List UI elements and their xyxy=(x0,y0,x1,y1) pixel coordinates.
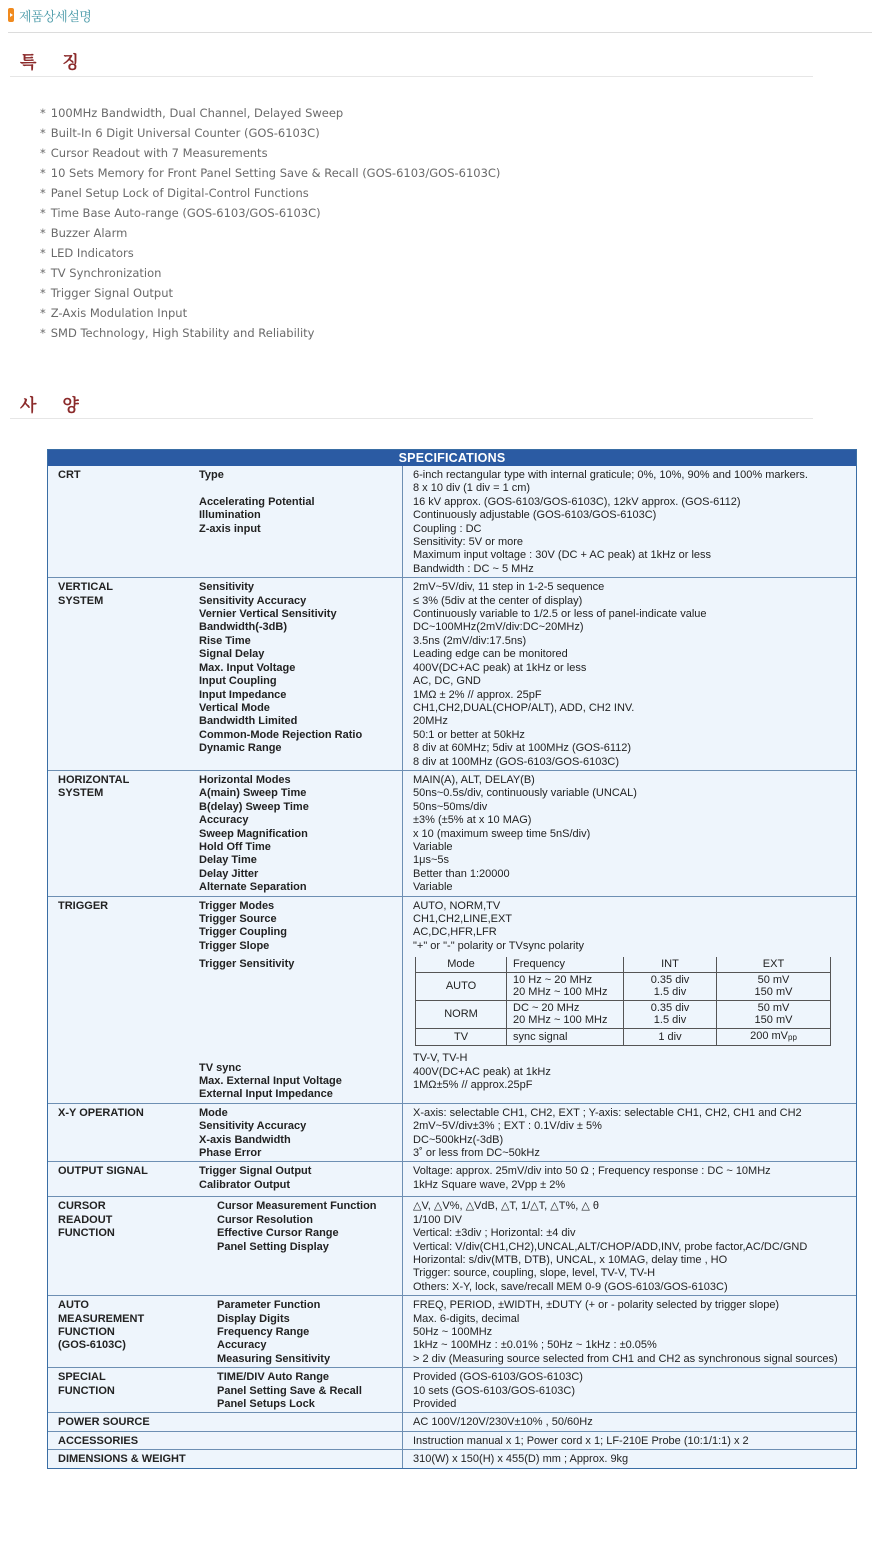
ext-text: 50 mV xyxy=(757,973,790,986)
value-text: Continuously adjustable (GOS-6103/GOS-6103C) xyxy=(413,509,657,522)
param-label: Vertical Mode xyxy=(199,701,270,714)
feature-item xyxy=(40,323,500,343)
param-label: Dynamic Range xyxy=(199,742,282,755)
value-text: DC~500kHz(-3dB) xyxy=(413,1133,504,1146)
value-text: 20MHz xyxy=(413,715,448,728)
param-label: Panel Setting Display xyxy=(217,1240,329,1253)
ext-text: 50 mV xyxy=(757,1001,790,1014)
value-text: Voltage: approx. 25mV/div into 50 Ω ; Frequency response : DC ~ 10MHz xyxy=(413,1165,771,1178)
spec-values xyxy=(403,1103,857,1162)
feature-item xyxy=(40,203,500,223)
spec-values xyxy=(403,1368,857,1413)
specs-divider xyxy=(10,418,813,419)
param-label: Effective Cursor Range xyxy=(217,1227,339,1240)
value-text: 8 div at 100MHz (GOS-6103/GOS-6103C) xyxy=(413,755,620,768)
ext-cell xyxy=(717,972,831,1000)
bullet-icon: * xyxy=(40,206,46,220)
feature-item xyxy=(40,283,500,303)
spec-row-output xyxy=(48,1162,856,1197)
features-divider xyxy=(10,76,813,77)
param-label: Cursor Resolution xyxy=(217,1213,313,1226)
param-label: Trigger Signal Output xyxy=(199,1165,312,1178)
category-label: SYSTEM xyxy=(58,787,104,800)
spec-params xyxy=(199,466,403,578)
value-text: △V, △V%, △VdB, △T, 1/△T, △T%, △ θ xyxy=(413,1200,599,1213)
param-label: Hold Off Time xyxy=(199,840,271,853)
value-text: 8 x 10 div (1 div = 1 cm) xyxy=(413,482,531,495)
category-label: READOUT xyxy=(58,1213,113,1226)
value-text: 50ns~50ms/div xyxy=(413,800,488,813)
value-text: CH1,CH2,DUAL(CHOP/ALT), ADD, CH2 INV. xyxy=(413,701,635,714)
frequency-text: sync signal xyxy=(513,1030,568,1043)
features-list xyxy=(40,103,500,343)
param-label: Input Coupling xyxy=(199,675,277,688)
features-title: 특 징 xyxy=(20,53,89,73)
int-text: 0.35 div xyxy=(650,973,690,986)
spec-row-cursor xyxy=(48,1197,856,1296)
feature-item xyxy=(40,183,500,203)
param-label: TIME/DIV Auto Range xyxy=(217,1371,330,1384)
bullet-icon: * xyxy=(40,326,46,340)
param-label: Max. Input Voltage xyxy=(199,661,296,674)
spec-values xyxy=(403,896,857,1103)
value-text: 6-inch rectangular type with internal graticule; 0%, 10%, 90% and 100% markers. xyxy=(413,469,808,481)
param-label: Trigger Slope xyxy=(199,939,270,952)
ext-cell xyxy=(717,1028,831,1046)
spec-params xyxy=(199,1197,403,1296)
bullet-icon: * xyxy=(40,146,46,160)
spec-values xyxy=(403,466,857,578)
value-text: 50:1 or better at 50kHz xyxy=(413,728,525,741)
column-header: INT xyxy=(624,957,717,972)
category-label: SYSTEM xyxy=(58,594,104,607)
value-text: 16 kV approx. (GOS-6103/GOS-6103C), 12kV approx. (GOS-6112) xyxy=(413,495,741,508)
int-cell xyxy=(624,1000,717,1028)
value-text: Variable xyxy=(413,840,453,853)
value-text: 2mV~5V/div, 11 step in 1-2-5 sequence xyxy=(413,581,605,594)
value-text: Trigger: source, coupling, slope, level, TV-V, TV-H xyxy=(413,1267,656,1280)
feature-text: 100MHz Bandwidth, Dual Channel, Delayed Sweep xyxy=(50,106,344,120)
spec-category xyxy=(48,1368,199,1413)
int-cell xyxy=(624,1028,717,1046)
bullet-icon: * xyxy=(40,186,46,200)
category-label: FUNCTION xyxy=(58,1325,115,1338)
int-text: 1.5 div xyxy=(653,1014,687,1027)
spec-params xyxy=(199,1368,403,1413)
value-text: x 10 (maximum sweep time 5nS/div) xyxy=(413,827,591,840)
value-text: Coupling : DC xyxy=(413,522,482,535)
value-text: 3.5ns (2mV/div:17.5ns) xyxy=(413,634,527,647)
specifications-table xyxy=(47,449,857,1469)
category-label: VERTICAL xyxy=(58,581,113,594)
value-text: 400V(DC+AC peak) at 1kHz xyxy=(413,1065,551,1078)
value-text: Leading edge can be monitored xyxy=(413,648,568,661)
int-text: 0.35 div xyxy=(650,1001,690,1014)
value-text: > 2 div (Measuring source selected from CH1 and CH2 as synchronous signal sources) xyxy=(413,1352,838,1365)
trigger-table-row xyxy=(416,1000,831,1028)
value-text: Maximum input voltage : 30V (DC + AC peak) at 1kHz or less xyxy=(413,549,712,562)
spec-row-power xyxy=(48,1413,856,1431)
column-header: EXT xyxy=(717,957,831,972)
param-spacer xyxy=(199,972,402,1062)
value-text: 3˚ or less from DC~50kHz xyxy=(413,1147,540,1160)
int-text: 1 div xyxy=(658,1030,682,1043)
column-header: Frequency xyxy=(507,957,624,972)
mode-cell: TV xyxy=(416,1028,507,1046)
value-text: 1kHz ~ 100MHz : ±0.01% ; 50Hz ~ 1kHz : ±0.05% xyxy=(413,1339,657,1352)
value-text: Vertical: ±3div ; Horizontal: ±4 div xyxy=(413,1227,576,1240)
spec-category: DIMENSIONS & WEIGHT xyxy=(48,1450,403,1468)
value-text: Max. 6-digits, decimal xyxy=(413,1312,520,1325)
value-text: X-axis: selectable CH1, CH2, EXT ; Y-axis: selectable CH1, CH2, CH1 and CH2 xyxy=(413,1106,802,1119)
param-label xyxy=(199,482,402,495)
value-text: AC, DC, GND xyxy=(413,675,481,688)
ext-subscript: pp xyxy=(788,1032,797,1042)
bullet-icon: * xyxy=(40,246,46,260)
feature-item xyxy=(40,103,500,123)
trigger-sensitivity-table xyxy=(415,957,831,1046)
feature-text: Panel Setup Lock of Digital-Control Functions xyxy=(50,186,309,200)
category-label: AUTO xyxy=(58,1299,89,1312)
param-label: Bandwidth Limited xyxy=(199,715,298,728)
ext-text: 200 $mV_{pp}$ xyxy=(750,1029,797,1042)
spec-params xyxy=(199,1103,403,1162)
bullet-icon: * xyxy=(40,166,46,180)
feature-text: Built-In 6 Digit Universal Counter (GOS-6103C) xyxy=(50,126,320,140)
value-text: Variable xyxy=(413,881,453,894)
frequency-cell xyxy=(507,1028,624,1046)
spec-row-horizontal xyxy=(48,770,856,896)
value-text: 50ns~0.5s/div, continuously variable (UNCAL) xyxy=(413,787,637,800)
feature-text: Buzzer Alarm xyxy=(50,226,128,240)
spec-row-trigger xyxy=(48,896,856,1103)
param-label: External Input Impedance xyxy=(199,1088,333,1101)
param-label: Type xyxy=(199,469,224,481)
frequency-cell xyxy=(507,972,624,1000)
param-label: Trigger Sensitivity xyxy=(199,958,295,971)
param-label: B(delay) Sweep Time xyxy=(199,800,309,813)
value-text: Others: X-Y, lock, save/recall MEM 0-9 (GOS-6103/GOS-6103C) xyxy=(413,1280,728,1293)
spec-category xyxy=(48,770,199,896)
spec-row-xy xyxy=(48,1103,856,1162)
feature-text: TV Synchronization xyxy=(50,266,162,280)
spec-body xyxy=(48,466,856,1468)
frequency-text: DC ~ 20 MHz xyxy=(513,1001,580,1014)
value-text: Sensitivity: 5V or more xyxy=(413,536,524,549)
feature-item xyxy=(40,243,500,263)
param-label: Sensitivity Accuracy xyxy=(199,594,307,607)
param-label: Delay Jitter xyxy=(199,867,259,880)
value-text: ≤ 3% (5div at the center of display) xyxy=(413,594,583,607)
spec-category: POWER SOURCE xyxy=(48,1413,403,1431)
value-text: AUTO, NORM,TV xyxy=(413,899,501,912)
param-label: Trigger Source xyxy=(199,913,277,925)
param-label: Vernier Vertical Sensitivity xyxy=(199,608,337,621)
spec-category xyxy=(48,1296,199,1368)
value-text: 400V(DC+AC peak) at 1kHz or less xyxy=(413,661,587,674)
param-label: Accelerating Potential xyxy=(199,495,315,508)
feature-item xyxy=(40,263,500,283)
category-label: MEASUREMENT xyxy=(58,1312,145,1325)
spec-value: 310(W) x 150(H) x 455(D) mm ; Approx. 9kg xyxy=(403,1450,857,1468)
feature-item xyxy=(40,223,500,243)
param-label: Signal Delay xyxy=(199,648,265,661)
spec-values xyxy=(403,1296,857,1368)
spec-category xyxy=(48,896,199,1103)
frequency-text: 10 Hz ~ 20 MHz xyxy=(513,973,593,986)
spec-params xyxy=(199,578,403,771)
feature-text: Time Base Auto-range (GOS-6103/GOS-6103C) xyxy=(50,206,321,220)
int-cell xyxy=(624,972,717,1000)
value-text: 1/100 DIV xyxy=(413,1213,462,1226)
param-label: Accuracy xyxy=(199,814,249,827)
param-label: Sensitivity xyxy=(199,581,255,594)
param-label: Alternate Separation xyxy=(199,881,307,894)
bullet-icon: * xyxy=(40,266,46,280)
param-label: Measuring Sensitivity xyxy=(217,1352,331,1365)
spec-params xyxy=(199,770,403,896)
category-label: FUNCTION xyxy=(58,1384,115,1397)
value-text: 1MΩ±5% // approx.25pF xyxy=(413,1079,533,1092)
spec-row-accessories xyxy=(48,1431,856,1449)
value-text: 1MΩ ± 2% // approx. 25pF xyxy=(413,688,542,701)
feature-text: 10 Sets Memory for Front Panel Setting Save & Recall (GOS-6103/GOS-6103C) xyxy=(50,166,501,180)
param-label: Trigger Coupling xyxy=(199,926,287,939)
trigger-table-row xyxy=(416,1028,831,1046)
mode-cell: NORM xyxy=(416,1000,507,1028)
specs-title: 사 양 xyxy=(20,396,89,416)
value-text: 1kHz Square wave, 2Vpp ± 2% xyxy=(413,1178,566,1191)
spec-row-vertical xyxy=(48,578,856,771)
feature-item xyxy=(40,143,500,163)
category-label: CRT xyxy=(58,469,81,481)
arrow-marker-icon xyxy=(8,8,14,22)
bullet-icon: * xyxy=(40,306,46,320)
category-label: X-Y OPERATION xyxy=(58,1106,144,1119)
header-divider xyxy=(8,32,872,33)
bullet-icon: * xyxy=(40,126,46,140)
value-text: Better than 1:20000 xyxy=(413,867,510,880)
param-label: Delay Time xyxy=(199,854,257,867)
spec-values xyxy=(403,578,857,771)
mode-cell: AUTO xyxy=(416,972,507,1000)
trigger-table-header xyxy=(416,957,831,972)
spec-row-auto xyxy=(48,1296,856,1368)
value-text: AC,DC,HFR,LFR xyxy=(413,926,497,939)
bullet-icon: * xyxy=(40,226,46,240)
value-text: DC~100MHz(2mV/div:DC~20MHz) xyxy=(413,621,584,634)
feature-text: Trigger Signal Output xyxy=(50,286,173,300)
ext-text: 150 mV xyxy=(754,1014,793,1027)
param-label: X-axis Bandwidth xyxy=(199,1133,291,1146)
spec-values xyxy=(403,1162,857,1197)
int-text: 1.5 div xyxy=(653,986,687,999)
value-text: Continuously variable to 1/2.5 or less of panel-indicate value xyxy=(413,608,707,621)
value-text: 8 div at 60MHz; 5div at 100MHz (GOS-6112) xyxy=(413,742,632,755)
spec-values xyxy=(403,770,857,896)
param-label: Display Digits xyxy=(217,1312,290,1325)
specifications-header: SPECIFICATIONS xyxy=(48,450,856,466)
category-label: (GOS-6103C) xyxy=(58,1339,126,1352)
bullet-icon: * xyxy=(40,286,46,300)
category-label: HORIZONTAL xyxy=(58,773,130,786)
value-text: TV-V, TV-H xyxy=(413,1052,468,1065)
param-label: Z-axis input xyxy=(199,522,261,535)
value-text: Bandwidth : DC ~ 5 MHz xyxy=(413,562,534,575)
feature-text: SMD Technology, High Stability and Reliability xyxy=(50,326,315,340)
param-label: Parameter Function xyxy=(217,1299,321,1312)
value-text: 2mV~5V/div±3% ; EXT : 0.1V/div ± 5% xyxy=(413,1120,602,1133)
spec-values xyxy=(403,1197,857,1296)
spec-category xyxy=(48,578,199,771)
feature-text: Cursor Readout with 7 Measurements xyxy=(50,146,268,160)
category-label: TRIGGER xyxy=(58,899,109,912)
param-label: Panel Setting Save & Recall xyxy=(217,1384,362,1397)
category-label: OUTPUT SIGNAL xyxy=(58,1165,148,1178)
page-header xyxy=(8,6,91,24)
feature-item xyxy=(40,303,500,323)
page-title: 제품상세설명 xyxy=(19,9,92,25)
value-text: CH1,CH2,LINE,EXT xyxy=(413,913,513,925)
param-label: TV sync xyxy=(199,1061,242,1074)
frequency-text: 20 MHz ~ 100 MHz xyxy=(513,986,608,999)
param-label: Calibrator Output xyxy=(199,1178,291,1191)
category-label: SPECIAL xyxy=(58,1371,106,1384)
spec-row-crt xyxy=(48,466,856,578)
value-text: Provided xyxy=(413,1397,457,1410)
param-label: Phase Error xyxy=(199,1147,262,1160)
value-text: Horizontal: s/div(MTB, DTB), UNCAL, x 10MAG, delay time , HO xyxy=(413,1253,728,1266)
spec-category xyxy=(48,1197,199,1296)
param-label: Panel Setups Lock xyxy=(217,1397,315,1410)
spec-params xyxy=(199,896,403,1103)
column-header: Mode xyxy=(416,957,507,972)
bullet-icon: * xyxy=(40,106,46,120)
param-label: Cursor Measurement Function xyxy=(217,1200,377,1213)
param-label: Illumination xyxy=(199,509,261,522)
ext-text: 150 mV xyxy=(754,986,793,999)
trigger-table-row xyxy=(416,972,831,1000)
param-label: Horizontal Modes xyxy=(199,773,291,786)
spec-params xyxy=(199,1162,403,1197)
category-label: FUNCTION xyxy=(58,1227,115,1240)
param-label: Input Impedance xyxy=(199,688,287,701)
param-label: Accuracy xyxy=(217,1339,267,1352)
param-label: Sweep Magnification xyxy=(199,827,308,840)
feature-item xyxy=(40,123,500,143)
param-label: Mode xyxy=(199,1106,228,1119)
spec-value: AC 100V/120V/230V±10% , 50/60Hz xyxy=(403,1413,857,1431)
spec-category xyxy=(48,1103,199,1162)
value-text: FREQ, PERIOD, ±WIDTH, ±DUTY (+ or - polarity selected by trigger slope) xyxy=(413,1299,780,1312)
value-text: 10 sets (GOS-6103/GOS-6103C) xyxy=(413,1384,576,1397)
value-text: "+" or "-" polarity or TVsync polarity xyxy=(413,939,584,952)
spec-category xyxy=(48,466,199,578)
frequency-cell xyxy=(507,1000,624,1028)
value-text: ±3% (±5% at x 10 MAG) xyxy=(413,814,532,827)
param-label: Trigger Modes xyxy=(199,899,275,912)
value-text: 1μs~5s xyxy=(413,854,449,867)
spec-row-dimensions xyxy=(48,1450,856,1468)
value-text: MAIN(A), ALT, DELAY(B) xyxy=(413,773,535,786)
spec-row-special xyxy=(48,1368,856,1413)
param-label: Max. External Input Voltage xyxy=(199,1075,342,1088)
category-label: CURSOR xyxy=(58,1200,106,1213)
value-text: Provided (GOS-6103/GOS-6103C) xyxy=(413,1371,583,1384)
param-label: Frequency Range xyxy=(217,1325,310,1338)
spec-params xyxy=(199,1296,403,1368)
spec-category: ACCESSORIES xyxy=(48,1431,403,1449)
spec-value: Instruction manual x 1; Power cord x 1; LF-210E Probe (10:1/1:1) x 2 xyxy=(403,1431,857,1449)
param-label: Common-Mode Rejection Ratio xyxy=(199,728,363,741)
feature-text: LED Indicators xyxy=(50,246,134,260)
feature-text: Z-Axis Modulation Input xyxy=(50,306,188,320)
value-text: Vertical: V/div(CH1,CH2),UNCAL,ALT/CHOP/ADD,INV, probe factor,AC/DC/GND xyxy=(413,1240,808,1253)
frequency-text: 20 MHz ~ 100 MHz xyxy=(513,1014,608,1027)
param-label: Rise Time xyxy=(199,634,251,647)
ext-cell xyxy=(717,1000,831,1028)
spec-category xyxy=(48,1162,199,1197)
feature-item xyxy=(40,163,500,183)
param-label: Sensitivity Accuracy xyxy=(199,1120,307,1133)
param-label: A(main) Sweep Time xyxy=(199,787,307,800)
value-text: 50Hz ~ 100MHz xyxy=(413,1325,493,1338)
param-label: Bandwidth(-3dB) xyxy=(199,621,287,634)
